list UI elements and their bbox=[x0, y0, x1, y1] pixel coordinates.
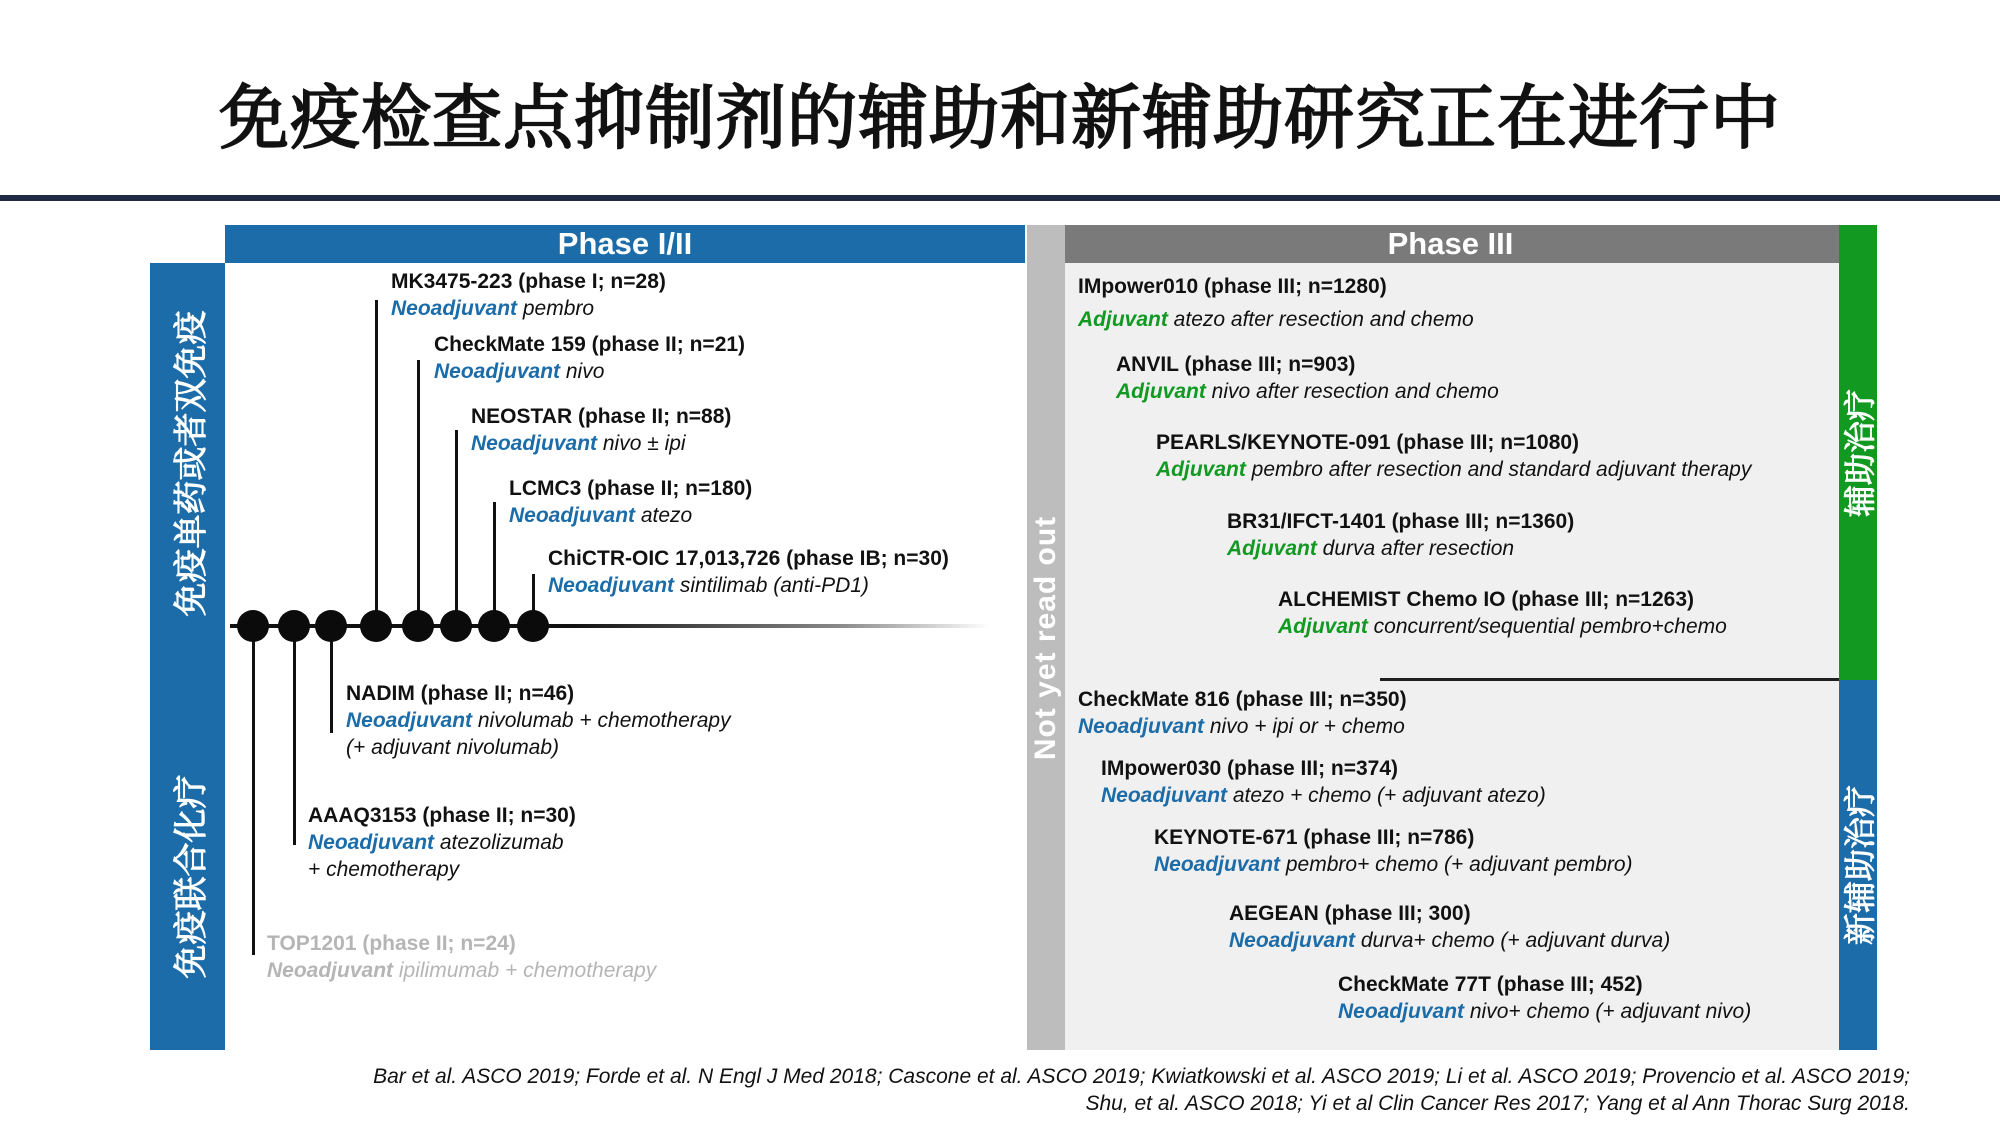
neoadjuvant-bar bbox=[1839, 680, 1880, 1050]
not-yet-read-out-label: Not yet read out bbox=[1029, 515, 1063, 760]
timeline-dot bbox=[402, 610, 434, 642]
timeline-dot bbox=[478, 610, 510, 642]
trial-keynote-671: KEYNOTE-671 (phase III; n=786) Neoadjuvant pembro+ chemo (+ adjuvant pembro) bbox=[1154, 826, 1633, 876]
citation-line-2: Shu, et al. ASCO 2018; Yi et al Clin Cancer Res 2017; Yang et al Ann Thorac Surg 2018. bbox=[1085, 1092, 1910, 1115]
timeline-dot bbox=[237, 610, 269, 642]
title-divider bbox=[0, 195, 2000, 201]
timeline-dot bbox=[517, 610, 549, 642]
timeline-dot bbox=[360, 610, 392, 642]
trial-top1201: TOP1201 (phase II; n=24) Neoadjuvant ipilimumab + chemotherapy bbox=[267, 932, 657, 982]
timeline-dot bbox=[278, 610, 310, 642]
trial-mk3475-223: MK3475-223 (phase I; n=28) Neoadjuvant pembro bbox=[391, 270, 666, 320]
neoadjuvant-label: 新辅助治疗 bbox=[1841, 784, 1880, 946]
timeline-dot bbox=[315, 610, 347, 642]
trial-aaaq3153: AAAQ3153 (phase II; n=30) Neoadjuvant atezolizumab + chemotherapy bbox=[308, 804, 576, 881]
trial-pearls-keynote-091: PEARLS/KEYNOTE-091 (phase III; n=1080) Adjuvant pembro after resection and standard adjuvant therapy bbox=[1156, 431, 1752, 481]
phase3-header: Phase III bbox=[1062, 225, 1839, 263]
category-label-io-mono-dual: 免疫单药或者双免疫 bbox=[171, 310, 211, 616]
timeline-stem bbox=[293, 625, 296, 845]
trial-br31-ifct-1401: BR31/IFCT-1401 (phase III; n=1360) Adjuvant durva after resection bbox=[1227, 510, 1575, 560]
timeline-stem bbox=[493, 502, 496, 625]
trial-impower010: IMpower010 (phase III; n=1280) Adjuvant atezo after resection and chemo bbox=[1078, 275, 1474, 331]
trial-anvil: ANVIL (phase III; n=903) Adjuvant nivo after resection and chemo bbox=[1116, 353, 1499, 403]
trial-lcmc3: LCMC3 (phase II; n=180) Neoadjuvant atezo bbox=[509, 477, 753, 527]
timeline-dot bbox=[440, 610, 472, 642]
timeline-stem bbox=[375, 300, 378, 625]
phase12-header: Phase I/II bbox=[225, 225, 1025, 263]
trial-chictr: ChiCTR-OIC 17,013,726 (phase IB; n=30) Neoadjuvant sintilimab (anti-PD1) bbox=[548, 547, 949, 597]
left-category-bar bbox=[150, 263, 225, 1050]
page-title: 免疫检查点抑制剂的辅助和新辅助研究正在进行中 bbox=[219, 77, 1781, 159]
trial-nadim: NADIM (phase II; n=46) Neoadjuvant nivolumab + chemotherapy (+ adjuvant nivolumab) bbox=[346, 682, 731, 759]
phase3-divider bbox=[1380, 678, 1839, 681]
adjuvant-bar bbox=[1839, 225, 1880, 680]
trial-impower030: IMpower030 (phase III; n=374) Neoadjuvant atezo + chemo (+ adjuvant atezo) bbox=[1101, 757, 1546, 807]
trial-alchemist-chemo-io: ALCHEMIST Chemo IO (phase III; n=1263) Adjuvant concurrent/sequential pembro+chemo bbox=[1278, 588, 1727, 638]
timeline-stem bbox=[252, 625, 255, 955]
trial-neostar: NEOSTAR (phase II; n=88) Neoadjuvant nivo ± ipi bbox=[471, 405, 732, 455]
trial-aegean: AEGEAN (phase III; 300) Neoadjuvant durva+ chemo (+ adjuvant durva) bbox=[1229, 902, 1671, 952]
not-yet-read-out-column bbox=[1027, 225, 1065, 1050]
trial-checkmate-816: CheckMate 816 (phase III; n=350) Neoadjuvant nivo + ipi or + chemo bbox=[1078, 688, 1407, 738]
trial-checkmate-77t: CheckMate 77T (phase III; 452) Neoadjuvant nivo+ chemo (+ adjuvant nivo) bbox=[1338, 973, 1752, 1023]
adjuvant-label: 辅助治疗 bbox=[1841, 388, 1880, 517]
category-label-io-chemo: 免疫联合化疗 bbox=[171, 774, 211, 979]
citation-line-1: Bar et al. ASCO 2019; Forde et al. N Engl J Med 2018; Cascone et al. ASCO 2019; Kwiatkowski et al. ASCO 2019; Li et al. ASCO 2019; Provencio et al. ASCO 2019; bbox=[373, 1065, 1910, 1088]
timeline-stem bbox=[455, 430, 458, 625]
timeline-stem bbox=[417, 360, 420, 625]
trial-checkmate-159: CheckMate 159 (phase II; n=21) Neoadjuvant nivo bbox=[434, 333, 746, 383]
